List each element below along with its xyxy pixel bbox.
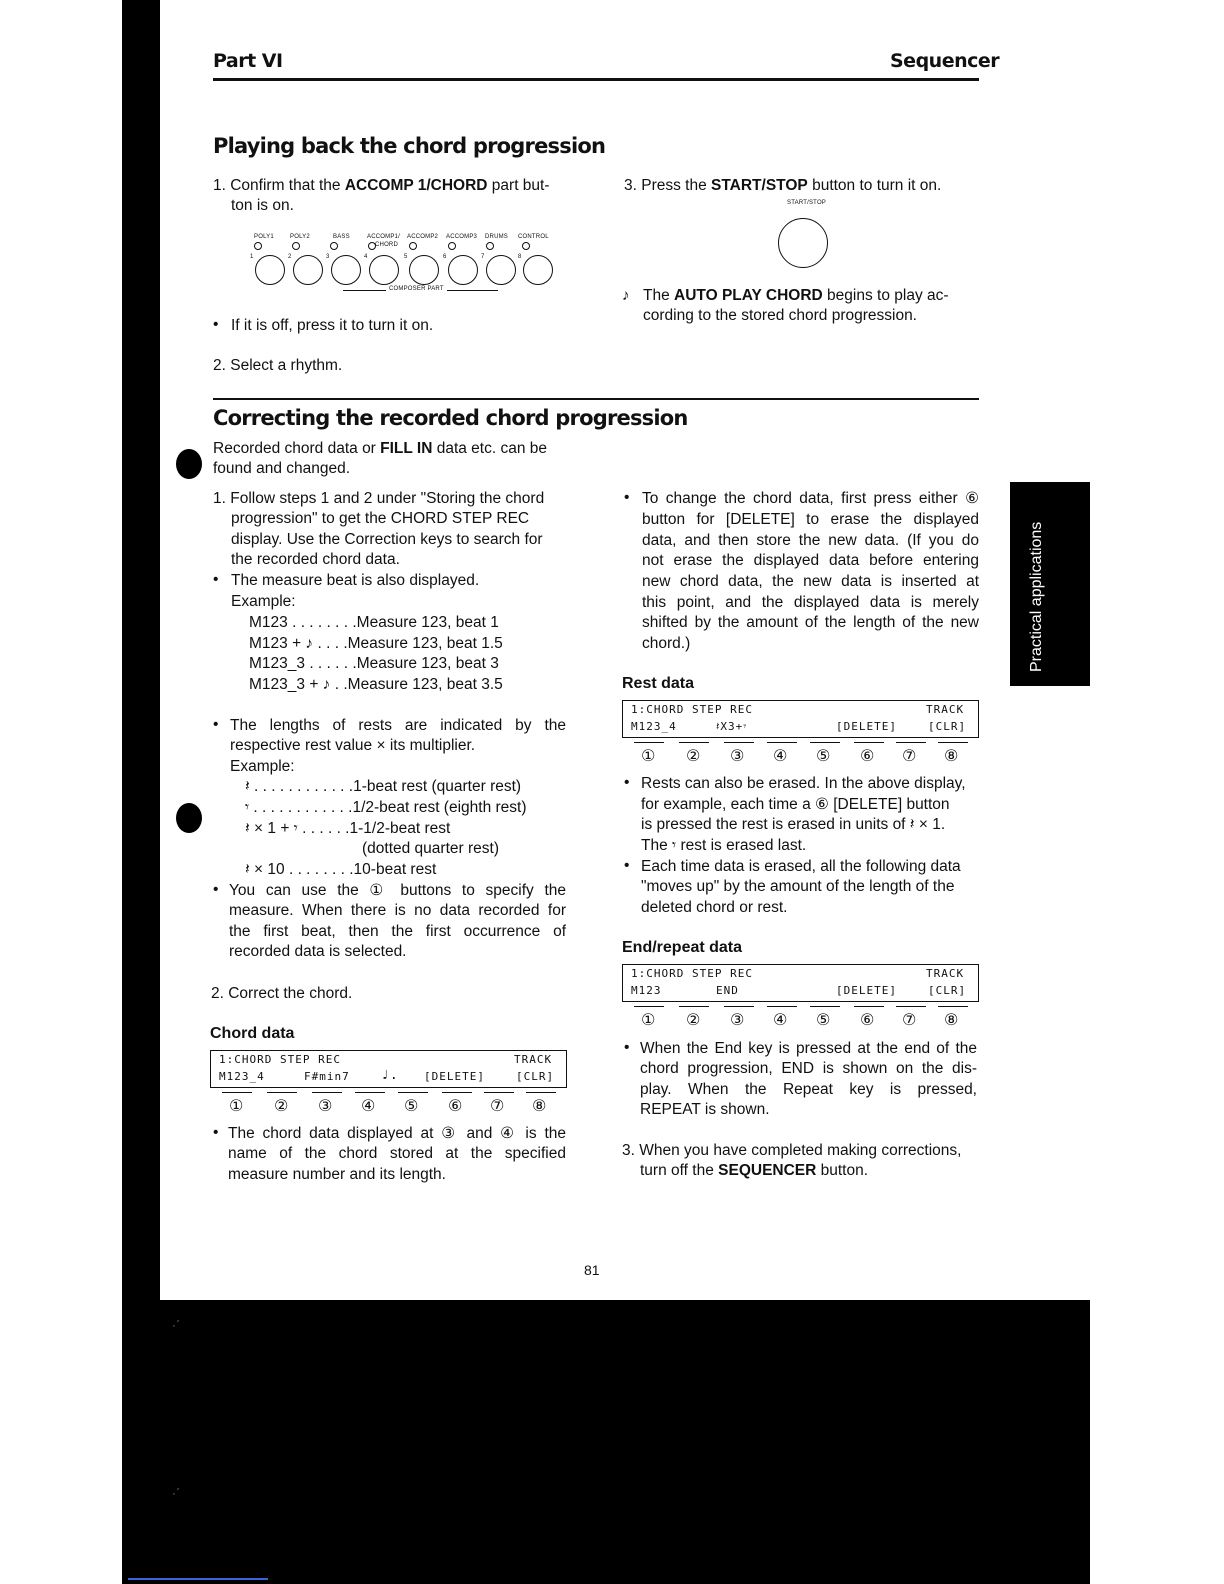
rest-erase-line: for example, each time a ⑥ [DELETE] button [641, 796, 950, 813]
lcd-clr: [CLR] [928, 984, 967, 997]
change-bullet-line: data, and then store the new data. (If you do [642, 532, 979, 549]
button-4[interactable]: ④ [361, 1096, 376, 1115]
chord-bullet-line: name of the chord stored at the specified [228, 1145, 566, 1162]
button-7[interactable]: ⑦ [902, 1010, 917, 1029]
change-bullet-line: To change the chord data, first press either ⑥ [642, 490, 979, 507]
binder-hole [176, 803, 202, 833]
rest-example: (dotted quarter rest) [362, 840, 499, 857]
button-number: 1 [250, 254, 254, 260]
rest-erase-line: is pressed the rest is erased in units of 𝄽 × 1. [641, 816, 946, 833]
button-3[interactable]: ③ [730, 746, 745, 765]
step3-complete: 3. When you have completed making corrections, [622, 1142, 962, 1159]
button-number: 3 [326, 254, 330, 260]
lcd-chord: F#min7 [304, 1070, 350, 1083]
use-bullet-line: the first beat, then the first occurrence of [229, 923, 566, 940]
change-bullet-line: new chord data, the new data is inserted at [642, 573, 979, 590]
part-button-3[interactable] [331, 255, 361, 285]
scan-mark: ·ˊ [172, 1318, 180, 1332]
side-tab [1010, 482, 1090, 686]
step1-line: 1. Follow steps 1 and 2 under "Storing the chord [213, 490, 545, 507]
bullet-dot: • [624, 489, 630, 506]
rest-erase-line: The 𝄾 rest is erased last. [641, 837, 807, 854]
step1-line: the recorded chord data. [231, 551, 400, 568]
rest-example: 𝄽 × 1 + 𝄾 . . . . . .1-1/2-beat rest [245, 820, 451, 837]
part-label: POLY2 [290, 234, 310, 240]
part-button-8[interactable] [523, 255, 553, 285]
chord-lcd-display [210, 1050, 567, 1088]
chord-bullet-line: The chord data displayed at ③ and ④ is the [228, 1125, 566, 1142]
led-indicator [254, 242, 262, 250]
change-bullet-line: not erase the displayed data before entering [642, 552, 979, 569]
button-4[interactable]: ④ [773, 746, 788, 765]
rest-example: 𝄽 × 10 . . . . . . . .10-beat rest [245, 861, 437, 878]
measure-example: M123_3 + ♪ . .Measure 123, beat 3.5 [249, 676, 503, 693]
chord-data-title: Chord data [210, 1025, 295, 1042]
scan-border-bottom [122, 1300, 1090, 1584]
lcd-delete: [DELETE] [424, 1070, 485, 1083]
button-7[interactable]: ⑦ [902, 746, 917, 765]
section-title-correcting: Correcting the recorded chord progression [213, 406, 688, 430]
button-1[interactable]: ① [641, 1010, 656, 1029]
part-button-1[interactable] [255, 255, 285, 285]
intro-text-cont: found and changed. [213, 460, 351, 477]
change-bullet-line: shifted by the amount of the length of the new [642, 614, 979, 631]
step1-line: progression" to get the CHORD STEP REC [231, 510, 530, 527]
led-indicator [292, 242, 300, 250]
measure-example: M123 + ♪ . . . .Measure 123, beat 1.5 [249, 635, 503, 652]
result-text: The AUTO PLAY CHORD begins to play ac- [643, 287, 949, 304]
change-bullet-line: this point, and the displayed data is merely [642, 594, 979, 611]
button-4[interactable]: ④ [773, 1010, 788, 1029]
rest-data-title: Rest data [622, 675, 695, 692]
result-text-cont: cording to the stored chord progression. [643, 307, 917, 324]
end-bullet-line: play. When the Repeat key is pressed, [640, 1081, 977, 1098]
bullet-dot: • [624, 857, 630, 874]
bullet-dot: • [213, 881, 219, 898]
measure-example: M123_3 . . . . . .Measure 123, beat 3 [249, 655, 499, 672]
chord-bullet-line: measure number and its length. [228, 1166, 446, 1183]
rest-erase-line: Rests can also be erased. In the above display, [641, 775, 966, 792]
measure-bullet: The measure beat is also displayed. [231, 572, 480, 589]
button-number: 2 [288, 254, 292, 260]
lcd-line1-left: 1:CHORD STEP REC [631, 967, 753, 980]
lcd-measure: M123_4 [631, 720, 677, 733]
end-data-title: End/repeat data [622, 939, 743, 956]
part-label: BASS [333, 234, 350, 240]
rest-example: 𝄽 . . . . . . . . . . . .1-beat rest (quarter rest) [245, 778, 522, 795]
button-5[interactable]: ⑤ [404, 1096, 419, 1115]
step3-complete-cont: turn off the SEQUENCER button. [640, 1162, 869, 1179]
button-6[interactable]: ⑥ [448, 1096, 463, 1115]
lcd-measure: M123 [631, 984, 662, 997]
each-time-line: deleted chord or rest. [641, 899, 788, 916]
button-number: 7 [481, 254, 485, 260]
lcd-line1-right: TRACK [926, 703, 965, 716]
header-section: Sequencer [890, 50, 1000, 72]
bullet-dot: • [213, 316, 219, 333]
lcd-measure: M123_4 [219, 1070, 265, 1083]
measure-example: M123 . . . . . . . .Measure 123, beat 1 [249, 614, 499, 631]
button-number: 8 [518, 254, 522, 260]
intro-text: Recorded chord data or FILL IN data etc. can be [213, 440, 548, 457]
button-number: 4 [364, 254, 368, 260]
scan-mark: ·ˊ [172, 1486, 180, 1500]
lcd-line1-left: 1:CHORD STEP REC [219, 1053, 341, 1066]
button-8[interactable]: ⑧ [944, 746, 959, 765]
part-label: POLY1 [254, 234, 274, 240]
led-indicator [368, 242, 376, 250]
part-label: ACCOMP3 [446, 234, 478, 240]
each-time-line: "moves up" by the amount of the length of the [641, 878, 955, 895]
bullet-off-text: If it is off, press it to turn it on. [231, 317, 434, 334]
lcd-length: ♩. [381, 1068, 399, 1083]
part-button-6[interactable] [448, 255, 478, 285]
part-button-7[interactable] [486, 255, 516, 285]
bullet-dot: • [213, 571, 219, 588]
rest-example: 𝄾 . . . . . . . . . . . .1/2-beat rest (eighth rest) [245, 799, 527, 816]
startstop-label: START/STOP [787, 200, 827, 206]
led-indicator [330, 242, 338, 250]
section-title-playback: Playing back the chord progression [213, 134, 606, 158]
button-1[interactable]: ① [641, 746, 656, 765]
rest-bullet-line: The lengths of rests are indicated by the [230, 717, 566, 734]
button-3[interactable]: ③ [318, 1096, 333, 1115]
result-arrow-icon: ♪ [622, 287, 630, 304]
button-2[interactable]: ② [274, 1096, 289, 1115]
button-2[interactable]: ② [686, 746, 701, 765]
use-bullet-line: measure. When there is no data recorded for [229, 902, 566, 919]
lcd-delete: [DELETE] [836, 720, 897, 733]
step1-text-cont: ton is on. [231, 197, 294, 214]
button-3[interactable]: ③ [730, 1010, 745, 1029]
led-indicator [522, 242, 530, 250]
use-bullet-line: You can use the ① buttons to specify the [229, 882, 566, 899]
led-indicator [486, 242, 494, 250]
step2-text: 2. Select a rhythm. [213, 357, 343, 374]
part-label: ACCOMP2 [407, 234, 439, 240]
lcd-rest: 𝄽X3+𝄾 [716, 720, 748, 733]
lcd-delete: [DELETE] [836, 984, 897, 997]
button-7[interactable]: ⑦ [490, 1096, 505, 1115]
page-number: 81 [584, 1262, 600, 1278]
button-5[interactable]: ⑤ [816, 746, 831, 765]
part-button-2[interactable] [293, 255, 323, 285]
bullet-dot: • [213, 716, 219, 733]
change-bullet-line: button for [DELETE] to erase the displayed [642, 511, 979, 528]
example-label: Example: [231, 593, 296, 610]
composer-part-label: COMPOSER PART [386, 286, 447, 292]
bullet-dot: • [213, 1124, 219, 1141]
rest-lcd-display [622, 700, 979, 738]
rest-bullet-line: respective rest value × its multiplier. [230, 737, 476, 754]
part-label-chord: CHORD [375, 242, 398, 248]
use-bullet-line: recorded data is selected. [229, 943, 407, 960]
lcd-clr: [CLR] [928, 720, 967, 733]
lcd-line1-right: TRACK [926, 967, 965, 980]
header-rule [213, 78, 979, 81]
part-label: CONTROL [518, 234, 549, 240]
button-number: 6 [443, 254, 447, 260]
startstop-button[interactable] [778, 218, 828, 268]
lcd-end: END [716, 984, 739, 997]
end-bullet-line: When the End key is pressed at the end of the [640, 1040, 977, 1057]
button-2[interactable]: ② [686, 1010, 701, 1029]
end-bullet-line: chord progression, END is shown on the dis- [640, 1060, 977, 1077]
example-label: Example: [230, 758, 295, 775]
section-rule [213, 398, 979, 400]
led-indicator [448, 242, 456, 250]
bullet-dot: • [624, 774, 630, 791]
step2-correct: 2. Correct the chord. [211, 985, 353, 1002]
step1-line: display. Use the Correction keys to search for [231, 531, 543, 548]
end-bullet-line: REPEAT is shown. [640, 1101, 770, 1118]
lcd-line1-right: TRACK [514, 1053, 553, 1066]
button-8[interactable]: ⑧ [532, 1096, 547, 1115]
lcd-line1-left: 1:CHORD STEP REC [631, 703, 753, 716]
header-part: Part VI [213, 50, 283, 72]
step1-text: 1. Confirm that the ACCOMP 1/CHORD part but- [213, 177, 550, 194]
bullet-dot: • [624, 1039, 630, 1056]
end-lcd-display [622, 964, 979, 1002]
scan-margin-left [0, 0, 122, 1584]
step3-text: 3. Press the START/STOP button to turn it on. [624, 177, 942, 194]
scan-edge-line [128, 1578, 268, 1580]
button-6[interactable]: ⑥ [860, 746, 875, 765]
side-tab-label: Practical applications [1028, 521, 1045, 672]
button-1[interactable]: ① [229, 1096, 244, 1115]
button-8[interactable]: ⑧ [944, 1010, 959, 1029]
button-number: 5 [404, 254, 408, 260]
lcd-clr: [CLR] [516, 1070, 555, 1083]
button-5[interactable]: ⑤ [816, 1010, 831, 1029]
each-time-line: Each time data is erased, all the following data [641, 858, 961, 875]
button-6[interactable]: ⑥ [860, 1010, 875, 1029]
part-label: ACCOMP1/ [367, 234, 400, 240]
part-button-5[interactable] [409, 255, 439, 285]
part-label: DRUMS [485, 234, 508, 240]
binder-hole [176, 449, 202, 479]
part-button-4[interactable] [369, 255, 399, 285]
led-indicator [409, 242, 417, 250]
scan-border-left [122, 0, 160, 1300]
change-bullet-line: chord.) [642, 635, 691, 652]
